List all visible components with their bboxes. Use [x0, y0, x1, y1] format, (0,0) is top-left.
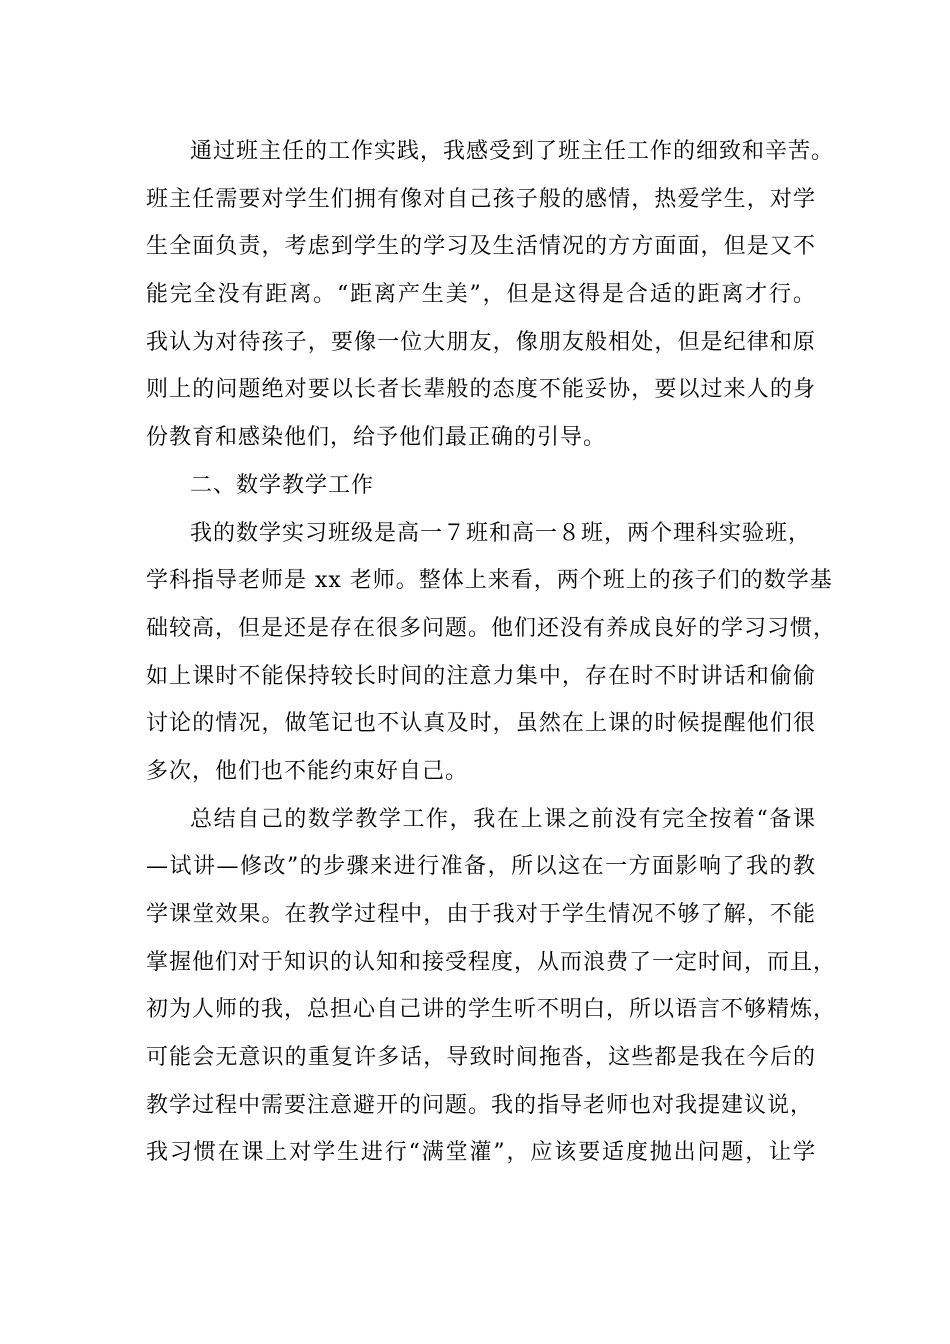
paragraph-line: 能完全没有距离。“距离产生美”，但是这得是合适的距离才行。: [146, 282, 816, 308]
paragraph-line: 通过班主任的工作实践，我感受到了班主任工作的细致和辛苦。: [190, 139, 835, 164]
paragraph-line: 班主任需要对学生们拥有像对自己孩子般的感情，热爱学生，对学: [146, 186, 816, 212]
paragraph-line: 我认为对待孩子，要像一位大朋友，像朋友般相处，但是纪律和原: [146, 329, 816, 355]
paragraph-line: 我的数学实习班级是高一７班和高一８班，两个理科实验班，: [190, 520, 812, 546]
paragraph-line: 如上课时不能保持较长时间的注意力集中，存在时不时讲话和偷偷: [146, 663, 816, 689]
document-body: [146, 128, 837, 1177]
section-heading: 二、数学教学工作: [190, 472, 375, 498]
paragraph-line: 学课堂效果。在教学过程中，由于我对于学生情况不够了解，不能: [146, 902, 816, 927]
paragraph-line: 多次，他们也不能约束好自己。: [146, 758, 469, 784]
paragraph-line: 讨论的情况，做笔记也不认真及时，虽然在上课的时候提醒他们很: [146, 711, 816, 737]
paragraph-line: 教学过程中需要注意避开的问题。我的指导老师也对我提建议说，: [146, 1092, 814, 1118]
paragraph-line: 可能会无意识的重复许多话，导致时间拖沓，这些都是我在今后的: [146, 1045, 816, 1071]
paragraph-line: 掌握他们对于知识的认知和接受程度，从而浪费了一定时间，而且，: [146, 949, 837, 975]
paragraph-line: 生全面负责，考虑到学生的学习及生活情况的方方面面，但是又不: [146, 234, 816, 260]
paragraph-line: 总结自己的数学教学工作，我在上课之前没有完全按着“备课: [190, 806, 816, 832]
paragraph-line: 我习惯在课上对学生进行“满堂灌”，应该要适度抛出问题，让学: [146, 1140, 816, 1166]
paragraph-line: 则上的问题绝对要以长者长辈般的态度不能妥协，要以过来人的身: [146, 377, 816, 403]
paragraph-line: 学科指导老师是 xx 老师。整体上来看，两个班上的孩子们的数学基: [146, 568, 833, 594]
paragraph-line: 初为人师的我，总担心自己讲的学生听不明白，所以语言不够精炼，: [146, 997, 837, 1023]
paragraph-line: —试讲—修改”的步骤来进行准备，所以这在一方面影响了我的教: [146, 854, 816, 880]
paragraph-line: 份教育和感染他们，给予他们最正确的引导。: [146, 425, 607, 451]
paragraph-line: 础较高，但是还是存在很多问题。他们还没有养成良好的学习习惯，: [146, 615, 837, 641]
